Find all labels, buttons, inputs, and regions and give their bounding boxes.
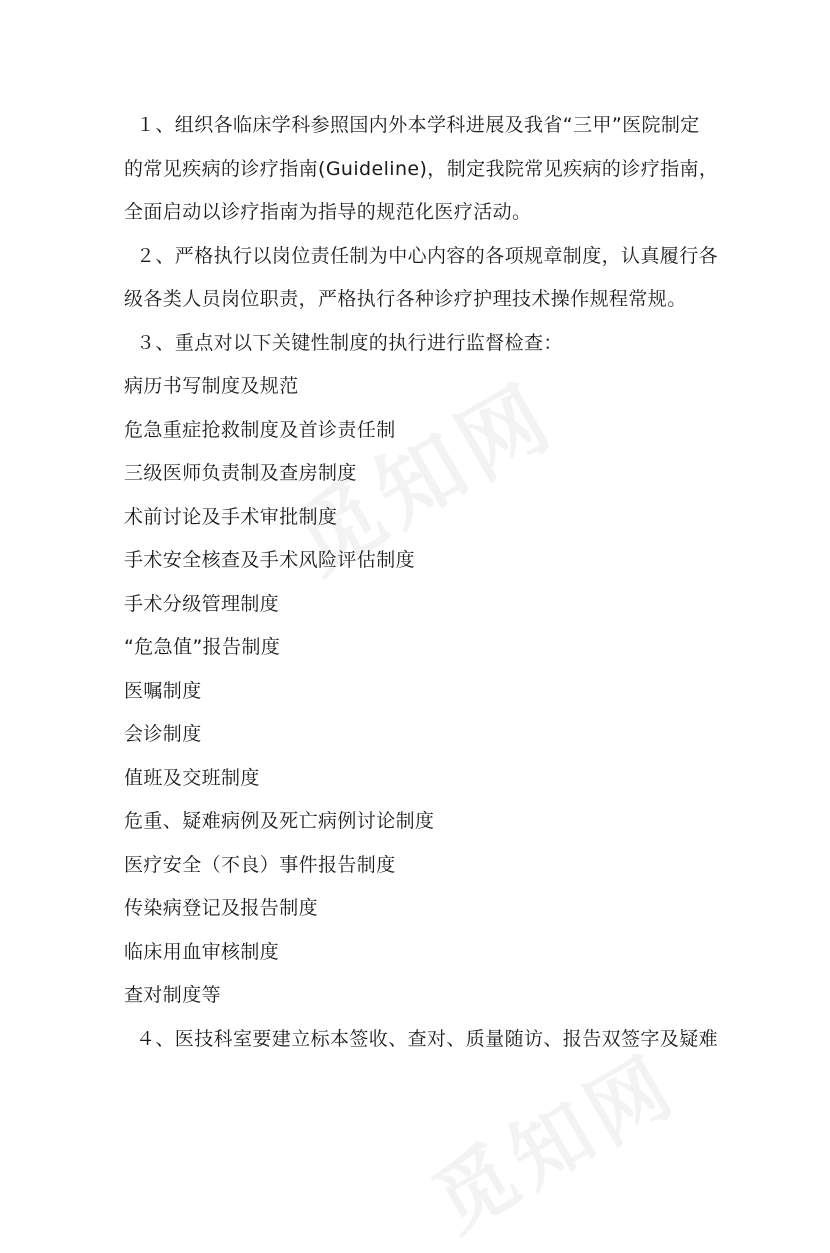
list-item: 传染病登记及报告制度 [124,897,319,919]
paragraph-3-heading: ３、重点对以下关键性制度的执行进行监督检查： [136,331,563,354]
list-item: 临床用血审核制度 [124,940,280,963]
list-item: 查对制度等 [124,984,222,1006]
list-item: 医疗安全（不良）事件报告制度 [124,853,396,876]
list-item: 医嘱制度 [124,679,202,702]
paragraph-2-line-2: 级各类人员岗位职责，严格执行各种诊疗护理技术操作规程常规。 [124,288,687,310]
paragraph-1-line-1: １、组织各临床学科参照国内外本学科进展及我省“三甲”医院制定 [136,114,700,136]
list-item: 危急重症抢救制度及首诊责任制 [124,418,396,441]
list-item: 值班及交班制度 [124,766,260,789]
list-item: 病历书写制度及规范 [124,375,299,397]
paragraph-1-line-2: 的常见疾病的诊疗指南(Guideline)，制定我院常见疾病的诊疗指南， [124,157,719,180]
document-body [124,104,724,1061]
list-item: “危急值”报告制度 [124,636,281,658]
list-item: 手术安全核查及手术风险评估制度 [124,549,416,571]
list-item: 危重、疑难病例及死亡病例讨论制度 [124,810,435,832]
list-item: 术前讨论及手术审批制度 [124,505,338,528]
paragraph-2-line-1: ２、严格执行以岗位责任制为中心内容的各项规章制度，认真履行各 [136,244,719,267]
paragraph-4-line-1: ４、医技科室要建立标本签收、查对、质量随访、报告双签字及疑难 [136,1027,719,1050]
list-item: 三级医师负责制及查房制度 [124,462,357,484]
list-item: 手术分级管理制度 [124,592,280,615]
paragraph-1-line-3: 全面启动以诊疗指南为指导的规范化医疗活动。 [124,201,532,223]
list-item: 会诊制度 [124,723,202,745]
